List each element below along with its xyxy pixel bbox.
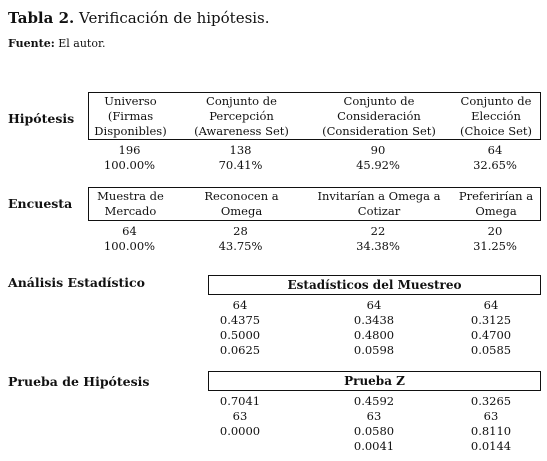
encuesta-pct-muestra: 100.00% bbox=[103, 239, 156, 253]
prueba-cell: 63 bbox=[366, 409, 382, 423]
prueba-cell: 0.0144 bbox=[470, 439, 512, 453]
encuesta-col-preferirian: Preferirían a Omega bbox=[458, 189, 534, 218]
analisis-values bbox=[208, 298, 541, 360]
analisis-cell: 0.0598 bbox=[353, 343, 395, 357]
hipotesis-pct-eleccion: 32.65% bbox=[473, 158, 517, 172]
analisis-cell: 0.3438 bbox=[353, 313, 395, 327]
source-note bbox=[8, 37, 106, 50]
hipotesis-pct-consideracion: 45.92% bbox=[356, 158, 400, 172]
analisis-label: Análisis Estadístico bbox=[8, 275, 145, 290]
prueba-cell: 0.0000 bbox=[219, 424, 261, 438]
analisis-cell: 0.5000 bbox=[219, 328, 261, 342]
prueba-cell: 0.3265 bbox=[470, 394, 512, 408]
analisis-cell: 64 bbox=[232, 298, 248, 312]
hipotesis-label: Hipótesis bbox=[8, 111, 75, 126]
analisis-cell: 0.3125 bbox=[470, 313, 512, 327]
hipotesis-header-box bbox=[88, 92, 541, 140]
prueba-cell: 0.4592 bbox=[353, 394, 395, 408]
encuesta-count-muestra: 64 bbox=[122, 224, 137, 238]
analisis-cell: 0.0625 bbox=[219, 343, 261, 357]
encuesta-count-preferirian: 20 bbox=[487, 224, 503, 238]
source-label: Fuente: bbox=[8, 37, 55, 50]
hipotesis-col-percepcion: Conjunto de Percepción (Awareness Set) bbox=[194, 93, 289, 138]
prueba-label: Prueba de Hipótesis bbox=[8, 374, 150, 389]
table-caption bbox=[8, 9, 270, 27]
prueba-cell: 0.7041 bbox=[219, 394, 261, 408]
prueba-cell: 0.0580 bbox=[353, 424, 395, 438]
analisis-cell: 0.4700 bbox=[470, 328, 512, 342]
analisis-cell: 0.4800 bbox=[353, 328, 395, 342]
hipotesis-count-consideracion: 90 bbox=[370, 143, 386, 157]
encuesta-count-invitarian: 22 bbox=[370, 224, 386, 238]
caption-text: Verificación de hipótesis. bbox=[79, 9, 270, 27]
source-text: El autor. bbox=[58, 37, 106, 50]
analisis-cell: 0.0585 bbox=[470, 343, 512, 357]
encuesta-pct-invitarian: 34.38% bbox=[356, 239, 400, 253]
prueba-cell: 0.0041 bbox=[353, 439, 395, 453]
hipotesis-count-universo: 196 bbox=[118, 143, 141, 157]
prueba-cell: 63 bbox=[483, 409, 499, 423]
caption-label: Tabla 2. bbox=[8, 9, 75, 27]
analisis-cell: 64 bbox=[483, 298, 499, 312]
analisis-cell: 64 bbox=[366, 298, 382, 312]
hipotesis-col-eleccion: Conjunto de Elección (Choice Set) bbox=[460, 93, 532, 138]
prueba-values bbox=[208, 394, 541, 456]
prueba-header: Prueba Z bbox=[208, 371, 541, 391]
hipotesis-pct-percepcion: 70.41% bbox=[218, 158, 263, 172]
prueba-cell: 63 bbox=[232, 409, 248, 423]
hipotesis-col-consideracion: Conjunto de Consideración (Consideration Set) bbox=[322, 93, 436, 138]
encuesta-label: Encuesta bbox=[8, 196, 73, 211]
encuesta-col-invitarian: Invitarían a Omega a Cotizar bbox=[317, 189, 441, 218]
hipotesis-count-percepcion: 138 bbox=[229, 143, 252, 157]
prueba-cell: 0.8110 bbox=[470, 424, 512, 438]
hipotesis-count-eleccion: 64 bbox=[487, 143, 503, 157]
encuesta-count-reconocen: 28 bbox=[233, 224, 248, 238]
hipotesis-col-universo: Universo (Firmas Disponibles) bbox=[94, 93, 167, 138]
encuesta-col-reconocen: Reconocen a Omega bbox=[204, 189, 279, 218]
encuesta-col-muestra: Muestra de Mercado bbox=[97, 189, 164, 218]
encuesta-header-box bbox=[88, 187, 541, 221]
encuesta-pct-reconocen: 43.75% bbox=[218, 239, 263, 253]
encuesta-pct-preferirian: 31.25% bbox=[473, 239, 517, 253]
hipotesis-pct-universo: 100.00% bbox=[103, 158, 156, 172]
analisis-header: Estadísticos del Muestreo bbox=[208, 275, 541, 295]
analisis-cell: 0.4375 bbox=[219, 313, 261, 327]
